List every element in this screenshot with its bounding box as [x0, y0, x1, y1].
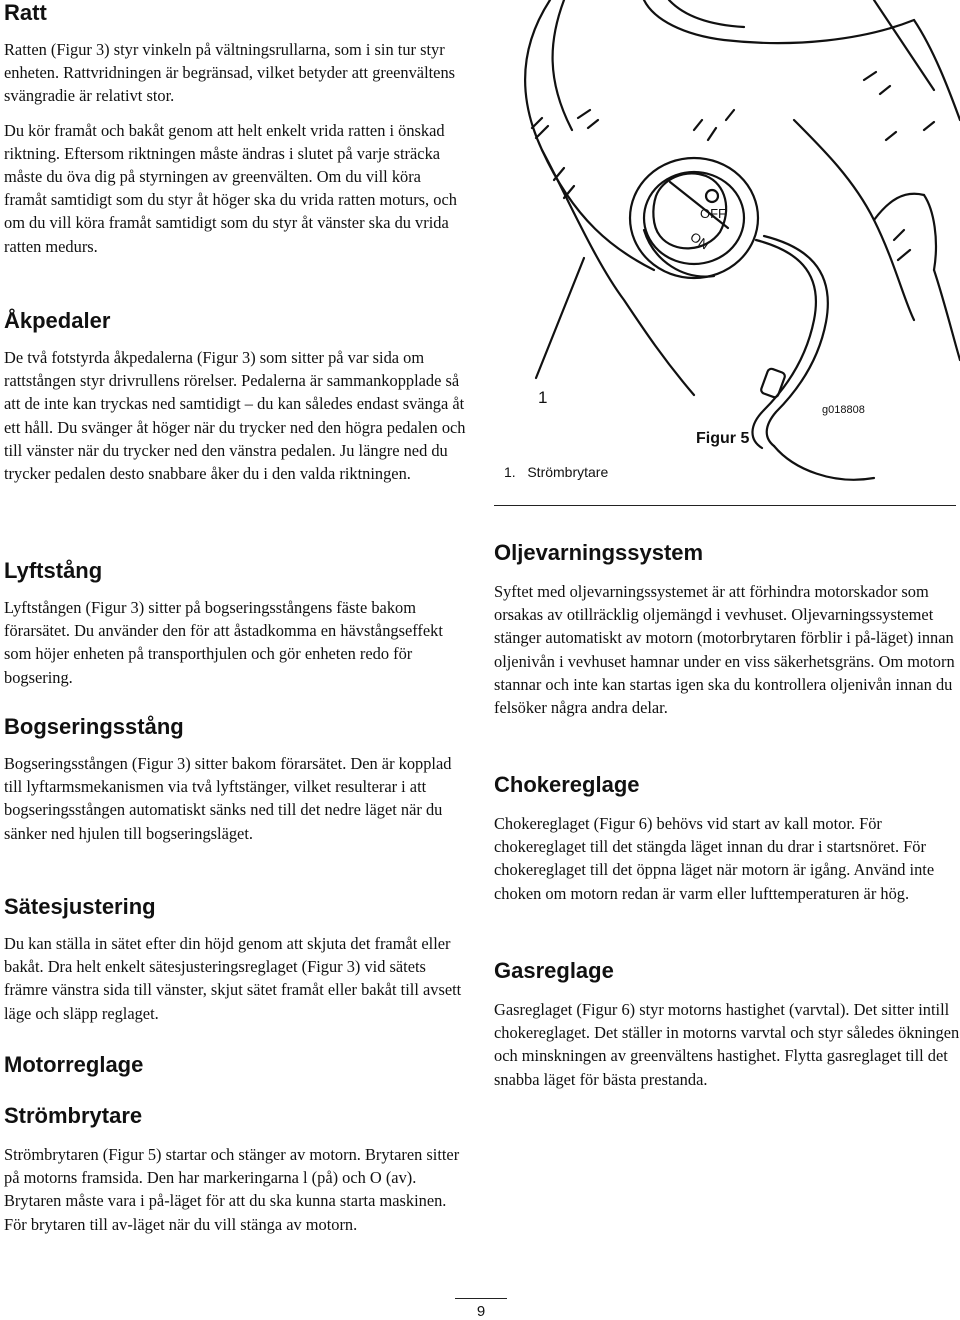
section-ratt	[4, 0, 466, 258]
section-bogseringsstang	[4, 714, 466, 845]
figure-code: g018808	[822, 404, 865, 416]
heading-chokereglage: Chokereglage	[494, 772, 640, 797]
section-motorreglage	[4, 1052, 466, 1078]
heading-strombrytare: Strömbrytare	[4, 1103, 143, 1128]
page-number: 9	[476, 1303, 486, 1320]
satesjustering-paragraph: Du kan ställa in sätet efter din höjd genom att skjuta det framåt eller bakåt. Dra helt enkelt sätesjusteringsreglaget (Figur 3) vid sätets främre vänstra sida till vänster, skjut sätet framåt eller bakåt till avsett läge och släpp reglaget.	[4, 934, 462, 1023]
gasreglage-paragraph: Gasreglaget (Figur 6) styr motorns hastighet (varvtal). Det sitter intill chokereglaget. Det ställer in motorns varvtal och styr således ökningen och minskningen av greenvältens hastighet. Flytta gasreglaget till det snabba läget för bästa prestanda.	[494, 1000, 960, 1089]
heading-ratt: Ratt	[4, 0, 47, 25]
heading-bogseringsstang: Bogseringsstång	[4, 714, 184, 739]
ratt-paragraph-2: Du kör framåt och bakåt genom att helt enkelt vrida ratten i önskad riktning. Eftersom riktningen måste ändras i slutet på varje sträcka måste du öva dig på styrningen av greenvälten. Om du vill köra framåt samtidigt som du styr åt höger ska du vrida ratten moturs, och om du vill köra framåt samtidigt som du styr åt vänster ska du vrida ratten medurs.	[4, 120, 457, 256]
section-oljevarningssystem	[494, 540, 960, 719]
page-number-rule	[455, 1298, 507, 1299]
switch-on-label: ON	[687, 229, 712, 253]
chokereglage-paragraph: Chokereglaget (Figur 6) behövs vid start av kall motor. För chokereglaget till det stängda läget innan du drar i startsnöret. För chokereglaget till det öppna läget när motorn är igång. Använd inte choken om motorn redan är varm eller lufttemperaturen är hög.	[494, 814, 935, 903]
section-akpedaler	[4, 308, 466, 485]
oljevarning-paragraph: Syftet med oljevarningssystemet är att förhindra motorskador som orsakas av otillräcklig oljemängd i vevhuset. Oljevarningssystemet stänger automatiskt av motorn (motorbrytaren förblir i på-läget) innan oljenivån i vevhuset hamnar under en viss säkerhetsgräns. Om motorn stannar och inte kan startas igen ska du kontrollera oljenivån innan du felsöker några andra delar.	[494, 582, 955, 718]
bogseringsstang-paragraph: Bogseringsstången (Figur 3) sitter bakom förarsätet. Den är kopplad till lyftarmsmekanismen via två lyftstänger, vilket resulterar i att bogseringsstången automatiskt sänks ned till det nedre läget när du sänker ned hjulen till bogseringsläget.	[4, 754, 452, 843]
heading-akpedaler: Åkpedaler	[4, 308, 111, 333]
heading-motorreglage: Motorreglage	[4, 1052, 144, 1077]
section-gasreglage	[494, 958, 960, 1091]
figure-legend: 1. Strömbrytare	[504, 464, 609, 480]
heading-oljevarningssystem: Oljevarningssystem	[494, 540, 704, 565]
ignition-switch-illustration	[494, 0, 960, 500]
figure-5	[494, 0, 960, 500]
switch-off-label: OFF	[700, 206, 726, 221]
figure-divider	[494, 505, 956, 506]
strombrytare-paragraph: Strömbrytaren (Figur 5) startar och stänger av motorn. Brytaren sitter på motorns framsida. Den har markeringarna l (på) och O (av). Brytaren måste vara i på-läget för att du ska kunna starta maskinen. För brytaren till av-läget när du vill stänga av motorn.	[4, 1145, 460, 1234]
figure-caption: Figur 5	[696, 430, 750, 447]
heading-satesjustering: Sätesjustering	[4, 894, 156, 919]
heading-gasreglage: Gasreglage	[494, 958, 614, 983]
callout-number: 1	[538, 388, 548, 407]
heading-lyftstang: Lyftstång	[4, 558, 103, 583]
ratt-paragraph-1: Ratten (Figur 3) styr vinkeln på vältningsrullarna, som i sin tur styr enheten. Rattvridningen är begränsad, vilket betyder att greenvältens svängradie är relativt stor.	[4, 40, 456, 106]
section-strombrytare	[4, 1103, 466, 1236]
section-lyftstang	[4, 558, 466, 689]
akpedaler-paragraph: De två fotstyrda åkpedalerna (Figur 3) som sitter på var sida om rattstången styr drivrullens rörelser. Pedalerna är sammankopplade så att de inte kan tryckas ned samtidigt – du kan således endast svänga åt ett håll. Du svänger åt höger när du trycker ned den högra pedalen och till vänster när du trycker ned den vänstra pedalen. Ju längre ned du trycker pedalen desto snabbare åker du i den valda riktningen.	[4, 348, 466, 484]
section-satesjustering	[4, 894, 466, 1025]
section-chokereglage	[494, 772, 960, 905]
lyftstang-paragraph: Lyftstången (Figur 3) sitter på bogseringsstångens fäste bakom förarsätet. Du använder den för att åstadkomma en hävstångseffekt som höjer enheten på transporthjulen och gör enheten redo för bogsering.	[4, 598, 443, 687]
